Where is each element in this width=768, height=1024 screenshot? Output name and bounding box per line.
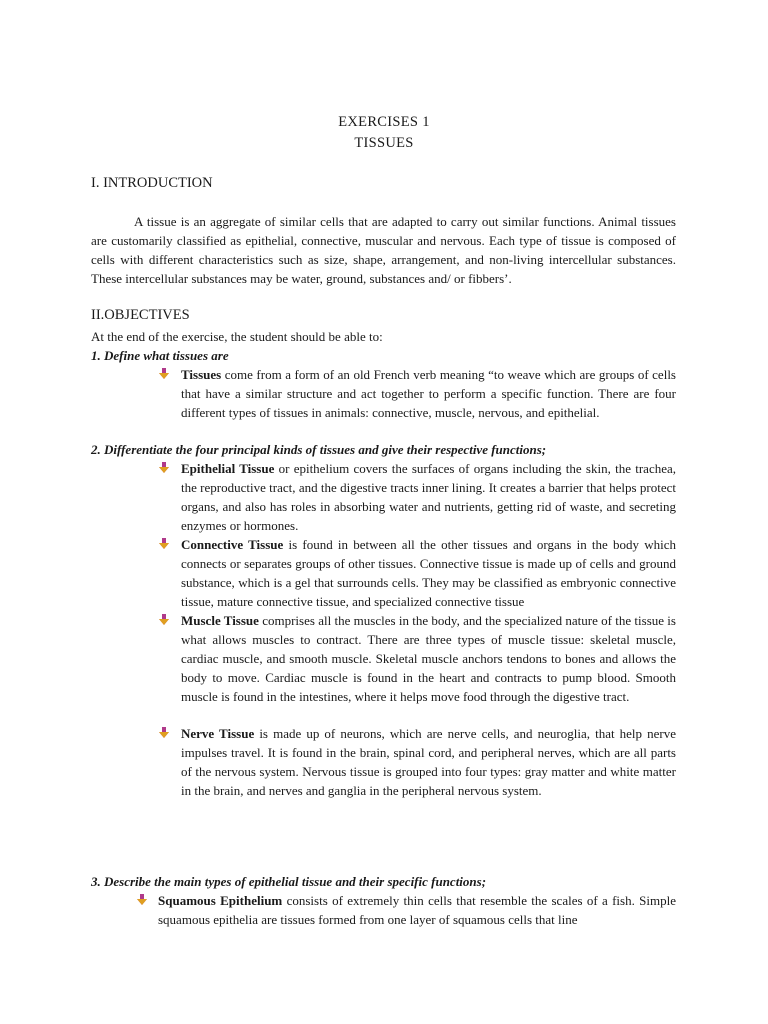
definition-text: comprises all the muscles in the body, and the specialized nature of the tissue is what allows muscles to contract. There are three types of muscle tissue: skeletal muscle, cardiac muscle, and smooth muscle. Skeletal muscle anchors tendons to bones and allows the body to move. Cardiac muscle is found in the heart and contracts to pump blood. Smooth muscle is found in the intestines, where it helps move food through the digestive tract. <box>181 613 676 704</box>
document-title: EXERCISES 1 <box>338 114 430 130</box>
bullet-arrow-icon <box>158 462 170 474</box>
term-label: Squamous Epithelium <box>158 893 283 908</box>
term-label: Tissues <box>181 367 222 382</box>
term-label: Epithelial Tissue <box>181 461 275 476</box>
bullet-arrow-icon <box>158 538 170 550</box>
bullet-arrow-icon <box>158 368 170 380</box>
objectives-lead: At the end of the exercise, the student should be able to: <box>91 329 383 344</box>
objective-1-title: 1. Define what tissues are <box>91 348 229 363</box>
objectives-heading: II.OBJECTIVES <box>91 307 190 323</box>
list-item-tissues <box>181 365 676 422</box>
term-label: Muscle Tissue <box>181 613 259 628</box>
list-item-squamous <box>158 891 676 929</box>
term-label: Connective Tissue <box>181 537 284 552</box>
intro-paragraph: A tissue is an aggregate of similar cells that are adapted to carry out similar functions. Animal tissues are customarily classified as epithelial, connective, muscular and nervous. Each type of tissue is composed of cells with different characteristics such as size, shape, arrangement, and non-living intercellular substances. These intercellular substances may be water, ground, substances and/ or fibbers’. <box>91 214 676 286</box>
list-item-epithelial <box>181 459 676 535</box>
definition-text: come from a form of an old French verb meaning “to weave which are groups of cells that have a similar structure and act together to perform a specific function. There are four different types of tissues in animals: connective, muscle, nervous, and epithelial. <box>181 367 676 420</box>
objective-2-title: 2. Differentiate the four principal kinds of tissues and give their respective functions; <box>91 442 547 457</box>
term-label: Nerve Tissue <box>181 726 255 741</box>
bullet-arrow-icon <box>158 614 170 626</box>
objective-3-title: 3. Describe the main types of epithelial tissue and their specific functions; <box>91 874 487 889</box>
bullet-arrow-icon <box>136 894 148 906</box>
document-subtitle: TISSUES <box>354 135 414 151</box>
definition-text: is made up of neurons, which are nerve cells, and neuroglia, that help nerve impulses travel. It is found in the brain, spinal cord, and peripheral nerves, which are all parts of the nervous system. Nervous tissue is grouped into four types: gray matter and white matter in the brain, and nerves and ganglia in the peripheral nervous system. <box>181 726 677 798</box>
list-item-connective <box>181 535 676 611</box>
definition-text: or epithelium covers the surfaces of organs including the skin, the trachea, the reproductive tract, and the digestive tracts inner lining. It creates a barrier that helps protect organs, and also has roles in absorbing water and nutrients, getting rid of waste, and secreting enzymes or hormones. <box>181 461 676 533</box>
definition-text: is found in between all the other tissues and organs in the body which connects or separates groups of other tissues. Connective tissue is made up of cells and ground substance, which is a gel that surrounds cells. They may be classified as embryonic connective tissue, mature connective tissue, and specialized connective tissue <box>181 537 677 609</box>
bullet-arrow-icon <box>158 727 170 739</box>
definition-text: consists of extremely thin cells that resemble the scales of a fish. Simple squamous epithelia are tissues formed from one layer of squamous cells that line <box>158 893 677 927</box>
intro-heading: I. INTRODUCTION <box>91 175 213 191</box>
list-item-muscle <box>181 611 676 706</box>
list-item-nerve <box>181 724 676 800</box>
